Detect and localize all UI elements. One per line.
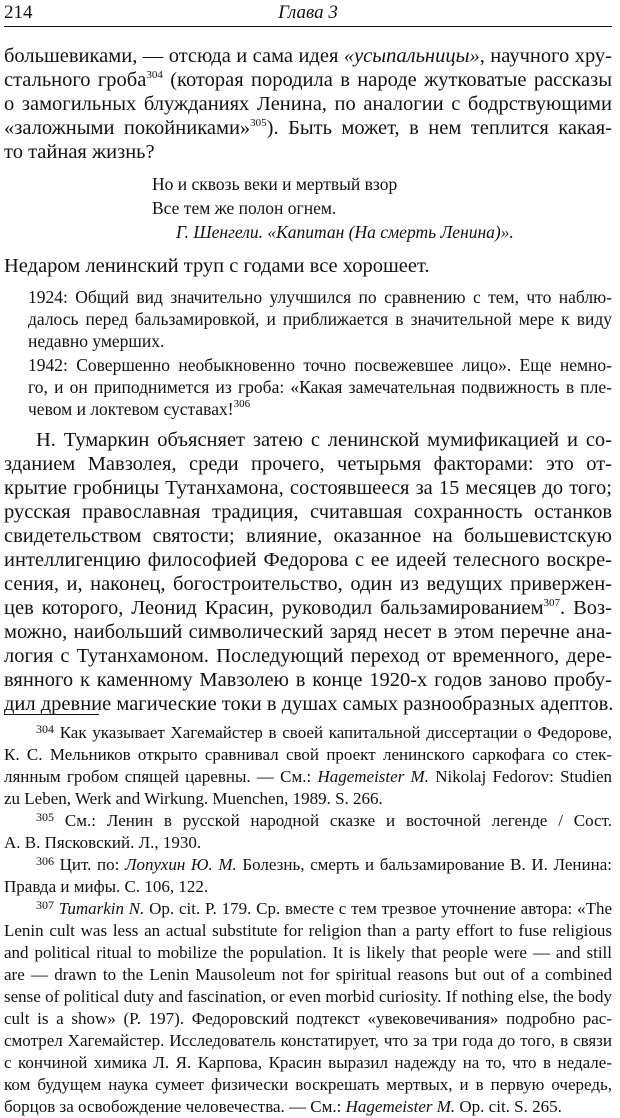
footnote-line: с кончиной химика Л. Я. Карпова, Красин выразил надежду на то, что в недале- bbox=[4, 1053, 612, 1072]
footnote-line: $^{306}$ Цит. по: Лопухин Ю. М. Болезнь, смерть и бальзамирование В. И. Ленина: bbox=[36, 854, 612, 874]
footnote-line: and political ritual to mobilize the population. It is likely that people were — and still bbox=[4, 943, 612, 962]
text-line: вянного к каменному Мавзолею в конце 1920-х годов заново пробу- bbox=[4, 669, 612, 691]
quote-line: недавно умерших. bbox=[28, 331, 165, 351]
poem-line: Все тем же полон огнем. bbox=[152, 198, 337, 218]
text-line: о замогильных блужданиях Ленина, по аналогии с бодрствующими bbox=[4, 93, 612, 115]
footnote-line: лянным гробом спящей царевны. — См.: Hagemeister M. Nikolaj Fedorov: Studien bbox=[4, 767, 613, 786]
page-header bbox=[4, 2, 612, 27]
poem-epigraph bbox=[152, 172, 397, 220]
text-line: «заложными покойниками»$^{305}$). Быть может, в нем теплится какая- bbox=[4, 117, 612, 139]
text-line: то тайная жизнь? bbox=[4, 141, 155, 163]
quote-line: чевом и локтевом суставах!$^{306}$ bbox=[28, 398, 251, 419]
footnote-ref-304: 304 bbox=[146, 69, 163, 81]
footnotes bbox=[4, 722, 612, 1118]
footnote-line: К. С. Мельников открыто сравнивал свой проект ленинского саркофага со стек- bbox=[4, 745, 612, 764]
text-line: логия с Тутанхамоном. Последующий переход от временного, дере- bbox=[4, 645, 612, 667]
footnote-304 bbox=[4, 722, 612, 810]
poem-line: Но и сквозь веки и мертвый взор bbox=[152, 174, 398, 194]
text-line: большевиками, — отсюда и сама идея «усыпальницы», научного хру- bbox=[4, 45, 612, 67]
footnote-307 bbox=[4, 898, 612, 1118]
text-line: стального гроба$^{304}$ (которая породила в народе жутковатые рассказы bbox=[4, 69, 612, 91]
footnote-305 bbox=[4, 810, 612, 854]
text-line: крытие гробницы Тутанхамона, состоявшееся за 15 месяцев до того; bbox=[4, 477, 612, 499]
text-line: цев которого, Леонид Красин, руководил бальзамированием$^{307}$. Воз- bbox=[4, 597, 612, 619]
footnote-line: are — drawn to the Lenin Mausoleum not for spiritual reasons but out of a combined bbox=[4, 965, 612, 984]
running-head: Глава 3 bbox=[278, 2, 338, 23]
poem-attribution: Г. Шенгели. «Капитан (На смерть Ленина)». bbox=[176, 222, 514, 242]
footnote-line: Lenin cult was less an actual substitute for religion than a party effort to fuse religious bbox=[4, 921, 612, 940]
text-line: зданием Мавзолея, среди прочего, четырьмя факторами: это от- bbox=[4, 453, 612, 475]
quote-line: го, и он приподнимется из гроба: «Какая замечательная подвижность в пле- bbox=[28, 377, 612, 397]
footnote-divider bbox=[4, 714, 99, 715]
quote-line: 1942: Совершенно необыкновенно точно посвежевшее лицо». Еще немно- bbox=[28, 355, 612, 375]
footnote-ref-306: 306 bbox=[233, 398, 251, 410]
footnote-line: Правда и мифы. С. 106, 122. bbox=[4, 877, 209, 896]
text-line: русская православная традиция, считавшая сохранность останков bbox=[4, 501, 612, 523]
quote-line: 1924: Общий вид значительно улучшился по сравнению с тем, что наблю- bbox=[28, 287, 612, 307]
paragraph-3 bbox=[4, 428, 612, 716]
footnote-line: ком будущем наука сумеет физически воскрешать мертвых, и в первую очередь, bbox=[4, 1075, 612, 1094]
footnote-line: $^{305}$ См.: Ленин в русской народной сказке и восточной легенде / Сост. bbox=[36, 810, 612, 830]
quote-1942 bbox=[28, 354, 612, 420]
footnote-line: $^{307}$ Tumarkin N. Op. cit. P. 179. Ср. вместе с тем трезвое уточнение автора: «The bbox=[36, 898, 612, 918]
footnote-line: смотрел Хагемайстер. Исследователь констатирует, что за три года до того, в связи bbox=[4, 1031, 612, 1050]
footnote-line: А. В. Пясковский. Л., 1930. bbox=[4, 833, 202, 852]
text-line: можно, наибольший символический заряд несет в этом перечне ана- bbox=[4, 621, 612, 643]
text-line: интеллигенцию философией Федорова с ее идеей телесного воскре- bbox=[4, 549, 612, 571]
footnote-ref-307: 307 bbox=[543, 597, 561, 609]
page-number: 214 bbox=[4, 2, 33, 23]
text-line: свидетельством святости; влияние, оказанное на большевистскую bbox=[4, 525, 612, 547]
footnote-line: борцов за освобождение человечества. — См.: Hagemeister M. Op. cit. S. 265. bbox=[4, 1097, 562, 1116]
text-line: сения, и, наконец, богостроительство, один из ведущих привержен- bbox=[4, 573, 612, 595]
footnote-306 bbox=[4, 854, 612, 898]
footnote-ref-305: 305 bbox=[250, 117, 267, 129]
footnote-line: $^{304}$ Как указывает Хагемайстер в своей капитальной диссертации о Федорове, bbox=[36, 722, 613, 742]
footnote-line: zu Leben, Werk and Wirkung. Muenchen, 1989. S. 266. bbox=[4, 789, 383, 808]
footnote-line: cult is a show» (P. 197). Федоровский подтекст «увековечивания» подробно рас- bbox=[4, 1009, 612, 1028]
quote-1924 bbox=[28, 286, 612, 352]
paragraph-1 bbox=[4, 44, 612, 164]
text-line: дил древние магические токи в душах самых разнообразных адептов. bbox=[4, 693, 614, 715]
quote-line: далось перед бальзамировкой, и приближается в значительной мере к виду bbox=[28, 309, 612, 329]
text-line: Н. Тумаркин объясняет затею с ленинской мумификацией и со- bbox=[36, 429, 612, 451]
paragraph-2 bbox=[4, 254, 612, 278]
footnote-line: sense of political duty and fascination, or even morbid curiosity. If nothing else, the body bbox=[4, 987, 612, 1006]
text-line: Недаром ленинский труп с годами все хорошеет. bbox=[4, 255, 430, 277]
